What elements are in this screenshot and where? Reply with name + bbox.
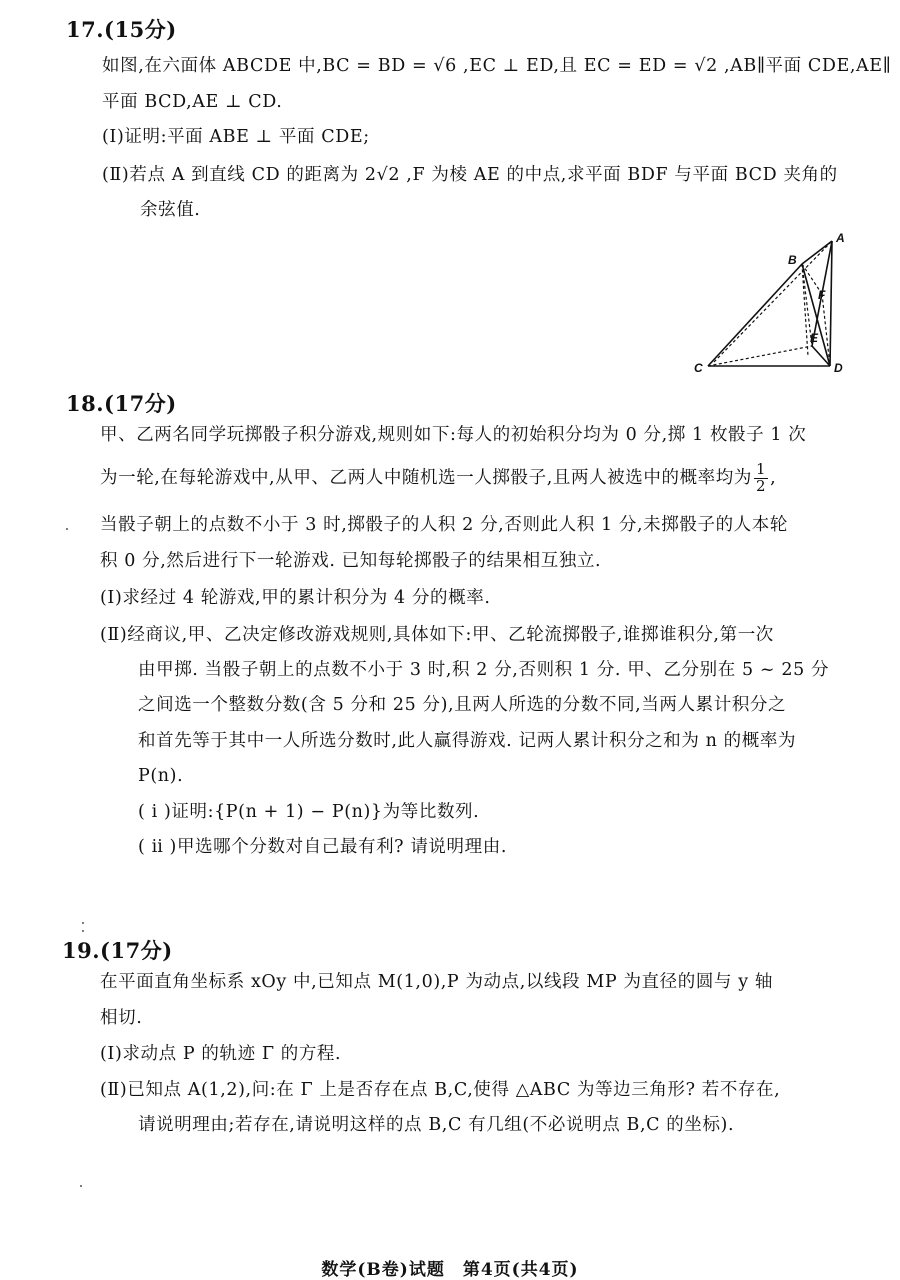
scan-speck [66, 528, 68, 530]
q19-stem-line2: 相切. [100, 1008, 143, 1028]
label-B: B [788, 253, 797, 267]
q17-part2-line2: 余弦值. [140, 200, 201, 220]
q18-stem-line2-comma: , [770, 467, 777, 488]
q18-part2-line4: 和首先等于其中一人所选分数时,此人赢得游戏. 记两人累计积分之和为 n 的概率为 [138, 731, 797, 751]
q19-part1: (Ⅰ)求动点 P 的轨迹 Γ 的方程. [100, 1044, 342, 1064]
scan-speck [82, 930, 84, 932]
label-A: A [836, 231, 845, 245]
q19-heading [62, 935, 173, 965]
q18-stem-line4: 积 0 分,然后进行下一轮游戏. 已知每轮掷骰子的结果相互独立. [100, 551, 602, 571]
scan-speck [82, 922, 84, 924]
q19-number: 19. [62, 938, 101, 963]
q18-subpart-i: ( ⅰ )证明:{P(n + 1) − P(n)}为等比数列. [138, 802, 480, 822]
label-C: C [694, 361, 703, 375]
hexahedron-figure [690, 228, 850, 380]
q18-stem-line2-text: 为一轮,在每轮游戏中,从甲、乙两人中随机选一人掷骰子,且两人被选中的概率均为 [100, 467, 752, 488]
q17-score: (15分) [104, 17, 177, 42]
q18-score: (17分) [104, 391, 177, 416]
label-F: F [818, 288, 826, 302]
edge-CB [708, 264, 802, 366]
q18-part1: (Ⅰ)求经过 4 轮游戏,甲的累计积分为 4 分的概率. [100, 588, 491, 608]
q18-part2-line2: 由甲掷. 当骰子朝上的点数不小于 3 时,积 2 分,否则积 1 分. 甲、乙分别在 5 ~ 25 分 [138, 660, 830, 680]
fraction-denominator: 2 [756, 476, 767, 495]
label-E: E [810, 331, 819, 345]
q19-part2-line1: (Ⅱ)已知点 A(1,2),问:在 Γ 上是否存在点 B,C,使得 △ABC 为等边三角形? 若不存在, [100, 1080, 781, 1100]
q18-subpart-ii: ( ⅱ )甲选哪个分数对自己最有利? 请说明理由. [138, 837, 507, 857]
label-D: D [834, 361, 843, 375]
q19-score: (17分) [100, 938, 173, 963]
one-half-fraction [754, 462, 768, 495]
scan-speck [80, 1185, 82, 1187]
edge-AD [830, 241, 832, 366]
q17-stem-line2: 平面 BCD,AE ⊥ CD. [102, 92, 283, 112]
q17-part1: (Ⅰ)证明:平面 ABE ⊥ 平面 CDE; [102, 127, 370, 147]
q18-part2-line1: (Ⅱ)经商议,甲、乙决定修改游戏规则,具体如下:甲、乙轮流掷骰子,谁掷谁积分,第一次 [100, 625, 774, 645]
q18-heading [66, 388, 177, 418]
q19-part2-line2: 请说明理由;若存在,请说明这样的点 B,C 有几组(不必说明点 B,C 的坐标). [138, 1115, 735, 1135]
page-footer: 数学(B卷)试题 第4页(共4页) [321, 1260, 579, 1280]
q17-number: 17. [66, 17, 105, 42]
q19-stem-line1: 在平面直角坐标系 xOy 中,已知点 M(1,0),P 为动点,以线段 MP 为直径的圆与 y 轴 [100, 972, 773, 992]
q18-part2-line5: P(n). [138, 766, 184, 786]
hexahedron-diagram [690, 228, 850, 380]
fraction-numerator: 1 [756, 460, 767, 478]
q18-stem-line1: 甲、乙两名同学玩掷骰子积分游戏,规则如下:每人的初始积分均为 0 分,掷 1 枚骰子 1 次 [100, 425, 807, 445]
edge-FD [822, 294, 830, 366]
q18-stem-line2 [100, 462, 776, 495]
q18-stem-line3: 当骰子朝上的点数不小于 3 时,掷骰子的人积 2 分,否则此人积 1 分,未掷骰子的人本轮 [100, 515, 788, 535]
q18-part2-line3: 之间选一个整数分数(含 5 分和 25 分),且两人所选的分数不同,当两人累计积分之 [138, 695, 787, 715]
q17-heading [66, 14, 177, 44]
q17-part2-line1: (Ⅱ)若点 A 到直线 CD 的距离为 2√2 ,F 为棱 AE 的中点,求平面 BDF 与平面 BCD 夹角的 [102, 165, 838, 185]
q18-number: 18. [66, 391, 105, 416]
q17-stem-line1: 如图,在六面体 ABCDE 中,BC = BD = √6 ,EC ⊥ ED,且 EC = ED = √2 ,AB∥平面 CDE,AE∥ [102, 56, 892, 76]
